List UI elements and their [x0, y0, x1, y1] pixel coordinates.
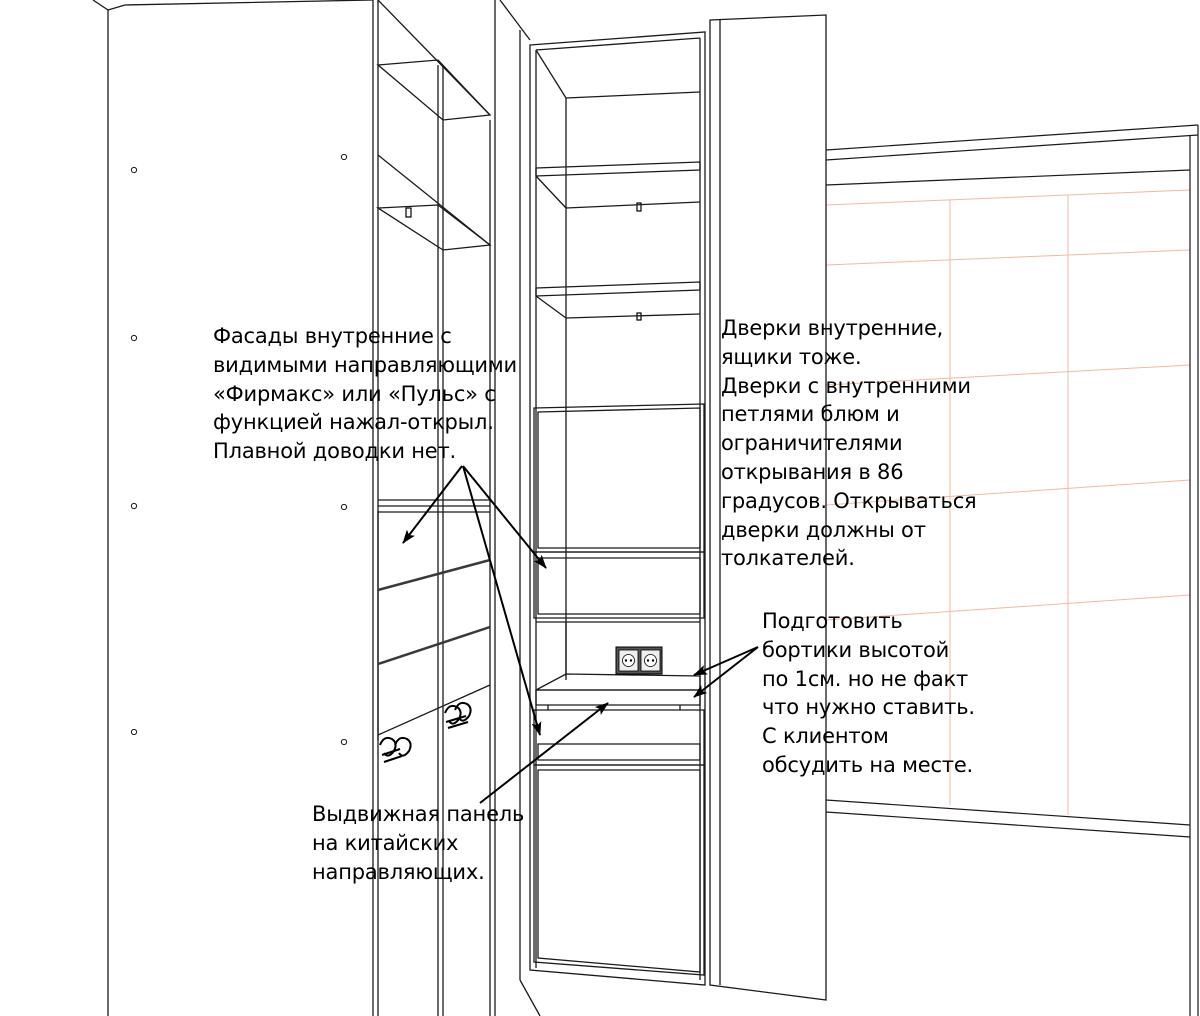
note-rims: [762, 607, 975, 780]
note-doors-line: Дверки внутренние,: [721, 316, 944, 340]
note-facades-line: «Фирмакс» или «Пульс» с: [213, 381, 496, 406]
middle-slats-dark: [378, 560, 490, 664]
note-rims-line: по 1см. но не факт: [762, 666, 969, 691]
note-rims-line: что нужно ставить.: [762, 695, 975, 720]
cabinet-column: [530, 32, 705, 985]
note-rims-line: С клиентом: [762, 724, 889, 749]
note-doors-line: петлями блюм и: [721, 402, 900, 427]
note-rims-line: Подготовить: [762, 609, 903, 633]
note-doors-line: градусов. Открываться: [721, 488, 977, 513]
note-doors-line: толкателей.: [721, 546, 855, 571]
note-doors-line: ящики тоже.: [721, 344, 862, 369]
arrow-facades-lower: [463, 466, 540, 735]
note-panel-line: направляющих.: [312, 859, 485, 884]
note-doors-line: ограничителями: [721, 431, 903, 456]
note-facades-line: Плавной доводки нет.: [213, 439, 457, 464]
note-doors-line: открывания в 86: [721, 459, 904, 484]
note-facades-line: Фасады внутренние с: [213, 324, 452, 348]
double-power-socket-icon: [616, 647, 662, 674]
arrow-panel: [480, 703, 608, 803]
coat-hook-icon: [380, 703, 471, 762]
note-rims-line: бортики высотой: [762, 637, 950, 662]
note-panel: [312, 800, 524, 886]
note-facades-line: видимыми направляющими: [213, 352, 517, 377]
arrow-facades-left: [403, 466, 462, 543]
note-doors-line: дверки должны от: [721, 517, 926, 542]
arrow-rims-lower: [694, 647, 758, 697]
note-facades-line: функцией нажал-открыл.: [213, 410, 494, 435]
note-facades: [213, 322, 517, 466]
note-doors-line: Дверки с внутренними: [721, 373, 971, 398]
hinge-handle-icon: [406, 203, 641, 320]
note-panel-line: на китайских: [312, 830, 459, 855]
note-panel-line: Выдвижная панель: [312, 802, 525, 826]
note-rims-line: обсудить на месте.: [762, 752, 974, 777]
note-doors: [721, 314, 977, 573]
